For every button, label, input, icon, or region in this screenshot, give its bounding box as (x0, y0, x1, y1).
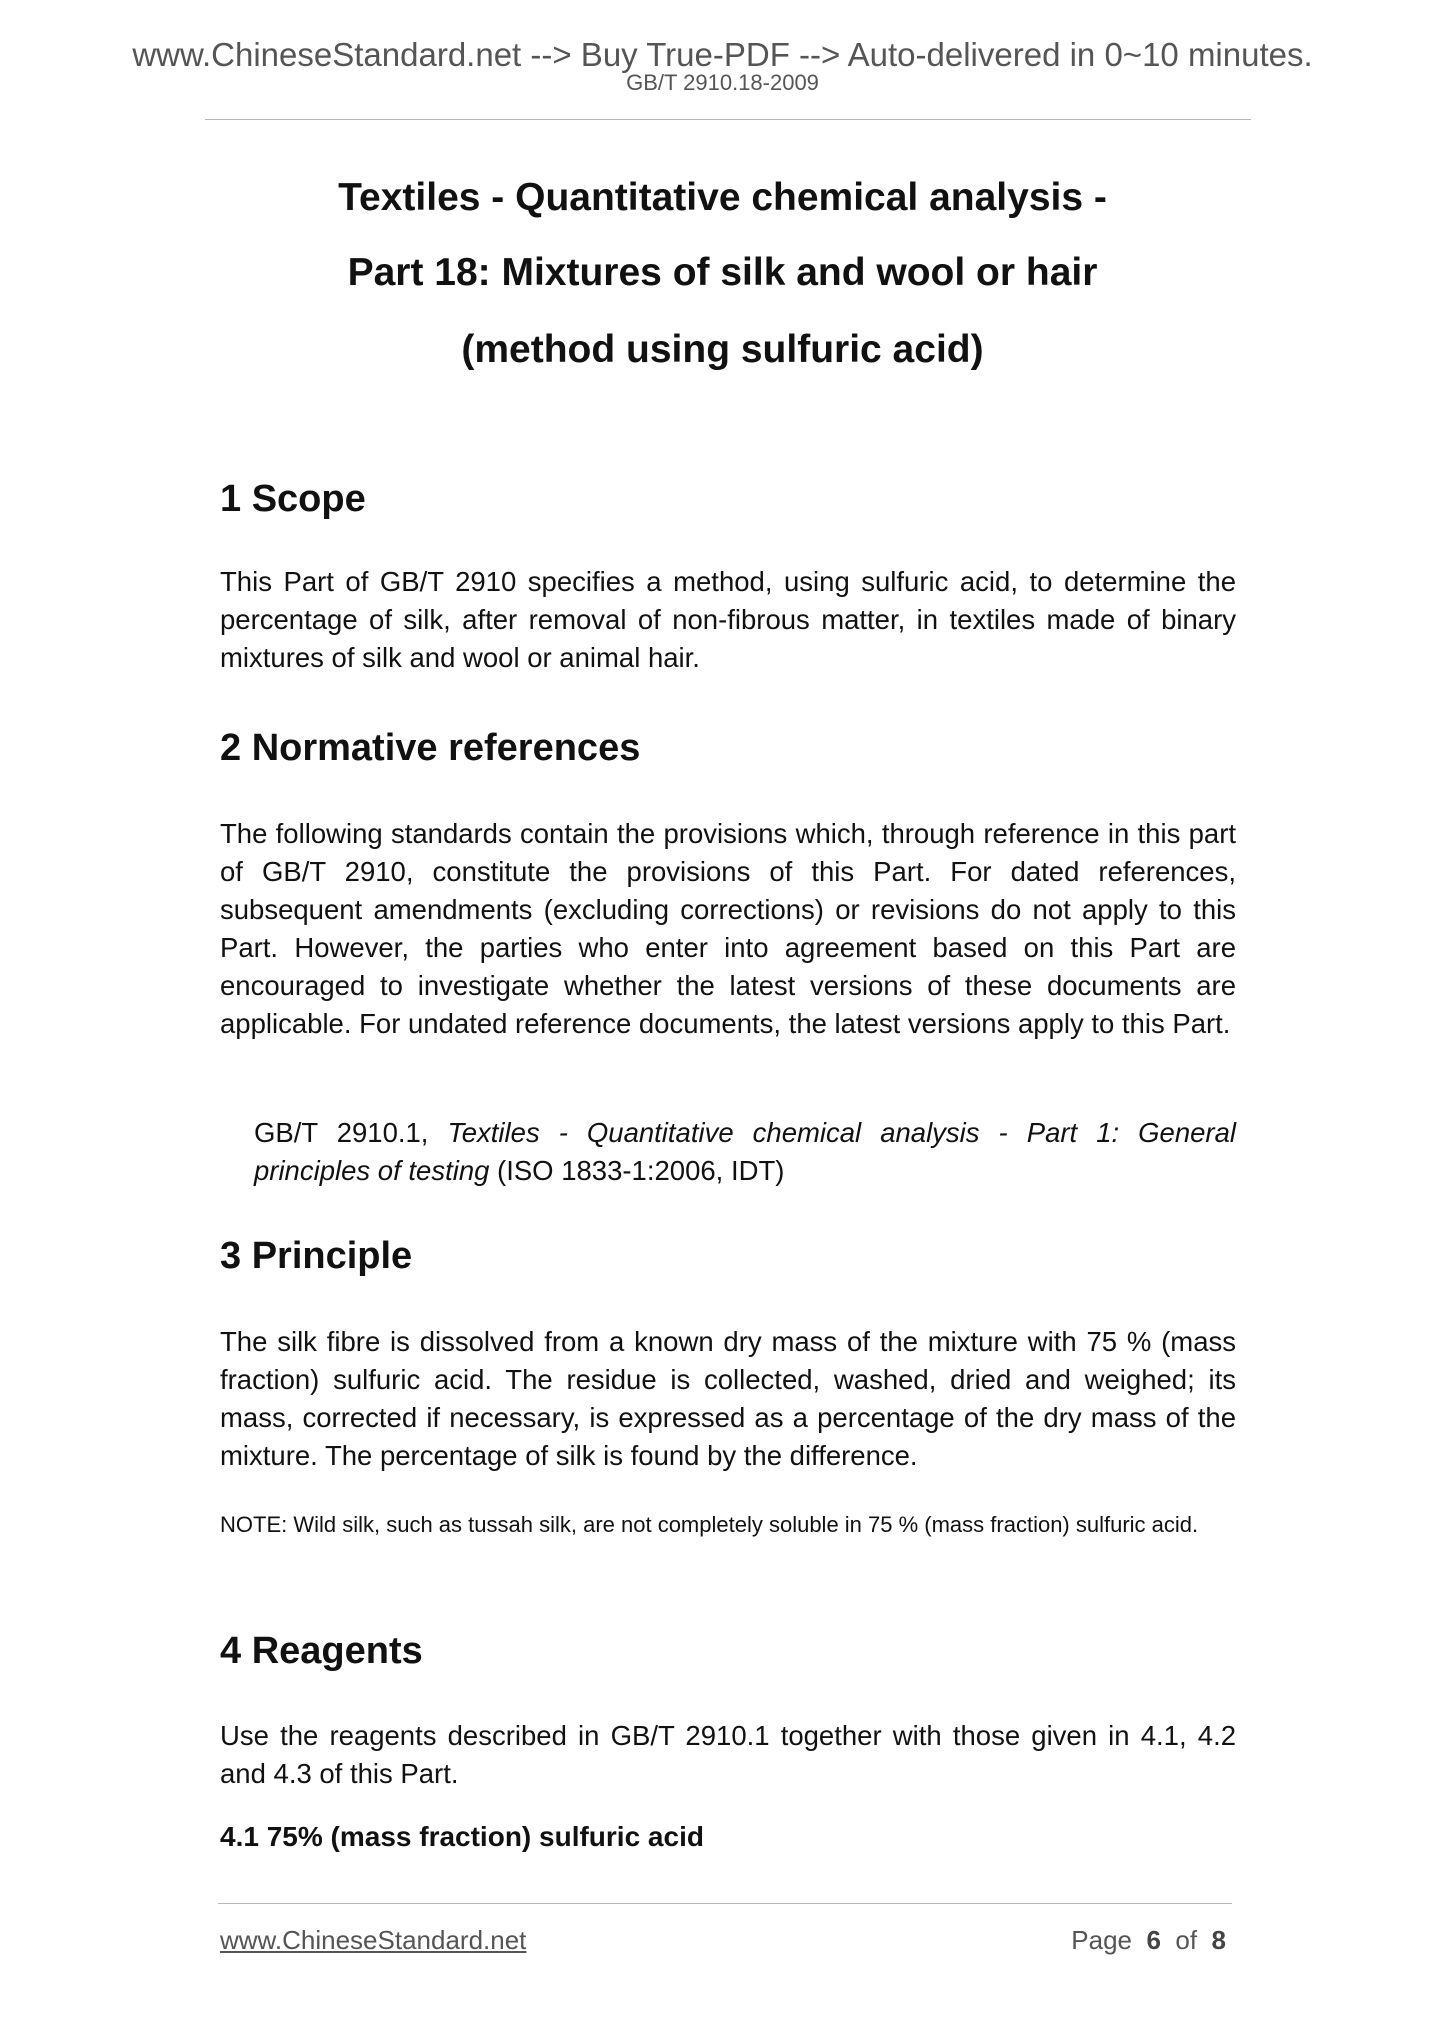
reference-title: Textiles - Quantitative chemical analysis - Part 1: General principles of testing (254, 1117, 1236, 1186)
reference-code: GB/T 2910.1, (254, 1117, 448, 1148)
title-line-1: Textiles - Quantitative chemical analysis - (338, 176, 1107, 219)
title-line-2: Part 18: Mixtures of silk and wool or hair (347, 251, 1098, 294)
footer-divider (218, 1903, 1232, 1904)
site-banner: www.ChineseStandard.net --> Buy True-PDF --> Auto-delivered in 0~10 minutes. (132, 36, 1313, 73)
principle-note: NOTE: Wild silk, such as tussah silk, are not completely soluble in 75 % (mass fraction) sulfuric acid. (220, 1512, 1199, 1537)
heading-principle: 3 Principle (220, 1235, 413, 1277)
page-label: Page (1071, 1925, 1133, 1955)
header-divider (205, 119, 1251, 120)
heading-normative-references: 2 Normative references (220, 727, 641, 769)
reagents-paragraph: Use the reagents described in GB/T 2910.1 together with those given in 4.1, 4.2 and 4.3 of this Part. (220, 1720, 1236, 1789)
title-line-3: (method using sulfuric acid) (461, 328, 984, 371)
page-current: 6 (1146, 1925, 1161, 1955)
heading-scope: 1 Scope (220, 478, 366, 520)
page-total: 8 (1211, 1925, 1226, 1955)
reference-suffix: (ISO 1833-1:2006, IDT) (489, 1155, 785, 1186)
footer-site-link[interactable]: www.ChineseStandard.net (220, 1925, 527, 1955)
subheading-4-1: 4.1 75% (mass fraction) sulfuric acid (220, 1821, 704, 1852)
normative-paragraph: The following standards contain the provisions which, through reference in this part of GB/T 2910, constitute the provisions of this Part. For dated references, subsequent amendments (excluding corrections) or revisions do not apply to this Part. However, the parties who enter into agreement based on this Part are encouraged to investigate whether the latest versions of these documents are applicable. For undated reference documents, the latest versions apply to this Part. (220, 818, 1236, 1039)
reference-entry (254, 1114, 1236, 1190)
principle-paragraph: The silk fibre is dissolved from a known dry mass of the mixture with 75 % (mass fraction) sulfuric acid. The residue is collected, washed, dried and weighed; its mass, corrected if necessary, is expressed as a percentage of the dry mass of the mixture. The percentage of silk is found by the difference. (220, 1326, 1236, 1471)
page-of: of (1175, 1925, 1198, 1955)
heading-reagents: 4 Reagents (220, 1630, 423, 1672)
scope-paragraph: This Part of GB/T 2910 specifies a method, using sulfuric acid, to determine the percentage of silk, after removal of non-fibrous matter, in textiles made of binary mixtures of silk and wool or animal hair. (220, 566, 1236, 673)
page-indicator (1071, 1927, 1226, 1953)
document-code: GB/T 2910.18-2009 (626, 70, 819, 95)
